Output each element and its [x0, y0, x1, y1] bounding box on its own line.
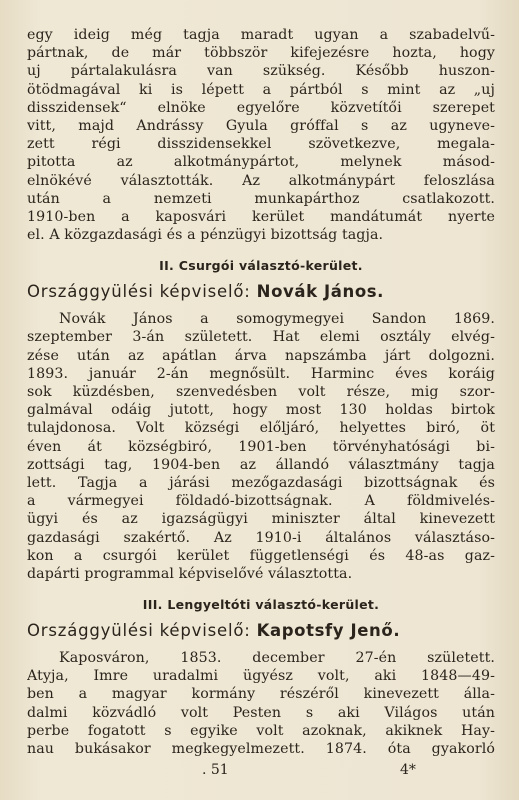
- text-line: ben a magyar kormány részéről kinevezett álla-: [27, 686, 495, 703]
- text-line: dalmi közvádló volt Pesten s aki Világos után: [27, 704, 495, 721]
- representative-label: Országgyülési képviselő:: [27, 282, 251, 302]
- text-line: kon a csurgói kerület függetlenségi és 48-as gaz-: [27, 547, 495, 564]
- text-line: tulajdonosa. Volt községi előljáró, helyettes biró, öt: [27, 420, 495, 437]
- text-line: sok küzdésben, szenvedésben volt része, mig szor-: [27, 384, 495, 400]
- representative-title-kapotsfy: [27, 619, 495, 643]
- representative-title-novak: [27, 280, 495, 304]
- paragraph-kapotsfy: [27, 649, 495, 758]
- text-line: a vármegyei földadó-bizottságnak. A földmivelés-: [27, 493, 495, 510]
- text-line: 1893. január 2-án megnősült. Harminc éves koráig: [27, 365, 495, 382]
- representative-name: Kapotsfy Jenő.: [256, 621, 401, 641]
- text-line: disszidensek“ elnöke egyelőre közvetítői szerepet: [27, 99, 495, 116]
- text-line: vitt, majd Andrássy Gyula gróffal s az ugyneve-: [27, 117, 495, 134]
- paragraph-novak: [27, 310, 495, 583]
- printer-signature-mark: 4*: [400, 762, 416, 778]
- text-line: dapárti programmal képviselővé választotta.: [27, 565, 353, 582]
- text-line: gazdasági szakértő. Az 1910-i általános választáso-: [27, 529, 495, 546]
- text-line: egy ideig még tagja maradt ugyan a szabadelvű-: [27, 27, 495, 43]
- text-line: lett. Tagja a járási mezőgazdasági bizottságnak és: [27, 474, 495, 491]
- text-line: zett régi disszidensekkel szövetkezve, megala-: [27, 136, 495, 153]
- text-line: szeptember 3-án született. Hat elemi osztály elvég-: [27, 329, 495, 346]
- representative-name: Novák János.: [256, 282, 385, 302]
- text-line: nau bukásakor megkegyelmezett. 1874. óta gyakorló: [27, 741, 495, 757]
- text-line: Atyja, Imre uradalmi ügyész volt, aki 1848—49-: [27, 668, 495, 685]
- text-line: ügyi és az igazságügyi miniszter által kinevezett: [27, 511, 495, 528]
- text-line: ötödmagával ki is lépett a pártból s mint az „uj: [27, 81, 495, 98]
- text-line: galmával odáig jutott, hogy most 130 holdas birtok: [27, 402, 495, 419]
- text-line: perbe fogatott s egyike volt azoknak, akiknek Hay-: [27, 722, 495, 739]
- text-line: zottsági tag, 1904-ben az állandó választmány tagja: [27, 456, 495, 473]
- text-line: pártnak, de már többször kifejezésre hozta, hogy: [27, 45, 495, 62]
- text-line: pitotta az alkotmánypártot, melynek másod-: [27, 154, 495, 171]
- text-line: elnökévé választották. Az alkotmánypárt feloszlása: [27, 172, 495, 189]
- text-line: Novák János a somogymegyei Sandon 1869.: [59, 311, 495, 328]
- representative-label: Országgyülési képviselő:: [27, 621, 251, 641]
- paragraph-intro: [27, 26, 495, 244]
- section-heading-lengyeltoti: III. Lengyeltóti választó-kerület.: [142, 597, 380, 613]
- text-line: zése után az apátlan árva napszámba járt dolgozni.: [27, 347, 495, 364]
- text-line: el. A közgazdasági és a pénzügyi bizottság tagja.: [27, 227, 384, 244]
- page-number: . 51: [202, 762, 229, 778]
- text-line: után a nemzeti munkapárthoz csatlakozott.: [27, 190, 495, 207]
- text-line: éven át községbiró, 1901-ben törvényhatósági bi-: [27, 438, 495, 455]
- section-heading-csurgo: II. Csurgói választó-kerület.: [159, 258, 363, 274]
- text-line: uj pártalakulásra van szükség. Később huszon-: [27, 63, 495, 80]
- text-line: 1910-ben a kaposvári kerület mandátumát nyerte: [27, 208, 495, 225]
- page-footer: [0, 762, 519, 782]
- text-line: Kaposváron, 1853. december 27-én született.: [59, 650, 495, 667]
